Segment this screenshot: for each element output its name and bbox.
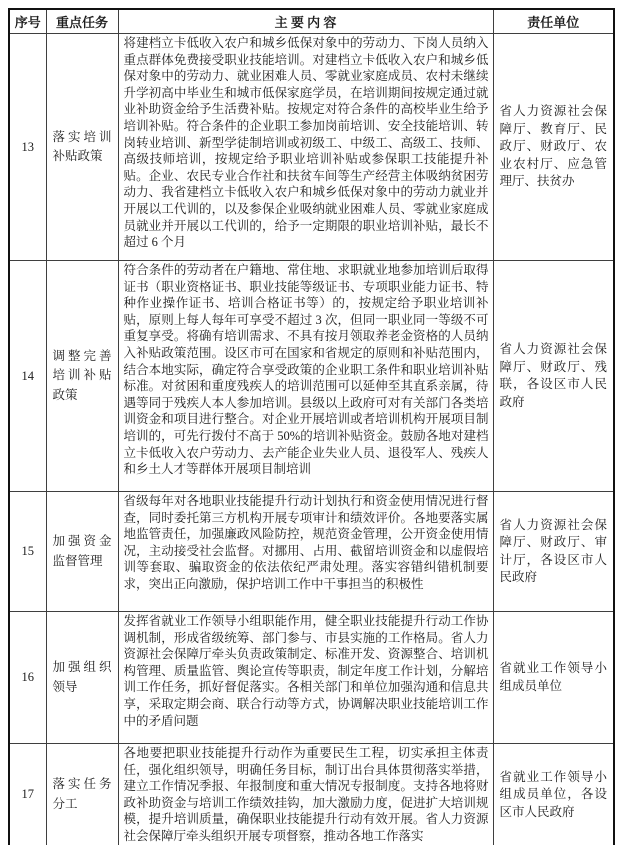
content-cell: 符合条件的劳动者在户籍地、常住地、求职就业地参加培训后取得证书（职业资格证书、职业技能等级证书、专项职业能力证书、特种作业操作证书、培训合格证书等）的，按规定给予职业培训补贴，原则上每人每年可享受不超过 3 次，但同一职业同一等级不可重复享受。将确有培训需求、不具有按月领取养老金资格的人员纳入补贴政策范围。设区市可在国家和省规定的原则和补贴范围内，结合本地实际，确定符合享受政策的企业职工条件和职业培训补贴标准。对贫困和重度残疾人的培训范围可以延伸至其直系亲属，待遇等同于残疾人本人参加培训。县级以上政府可对有关部门各类培训资金和项目进行整合。对企业开展培训或者培训机构开展项目制培训的，可先行拨付不高于 50%的培训补贴资金。鼓励各地对建档立卡低收入农户劳动力、去产能企业失业人员、退役军人、残疾人和乡土人才等群体开展项目制培训 [118,261,493,492]
task-cell: 加强组织领导 [46,612,118,744]
content-cell: 将建档立卡低收入农户和城乡低保对象中的劳动力、下岗人员纳入重点群体免费接受职业技能培训。对建档立卡低收入农户和城乡低保对象中的劳动力、就业困难人员、零就业家庭成员、农村未继续升学初高中毕业生和城市低保家庭学员，在培训期间按规定通过就业补助资金给予生活费补贴。按规定对符合条件的高校毕业生给予培训补贴。符合条件的企业职工参加岗前培训、安全技能培训、转岗转业培训、新型学徒制培训或初级工、中级工、高级工、技师、高级技师培训，按规定给予职业培训补贴或参保职工技能提升补贴。企业、农民专业合作社和扶贫车间等生产经营主体吸纳贫困劳动力、我省建档立卡低收入农户和城乡低保对象中的劳动力就业并开展以工代训的，以及参保企业吸纳就业困难人员、零就业家庭成员就业并开展以工代训的，给予一定期限的职业培训补贴，最长不超过 6 个月 [118,34,493,261]
header-responsible-unit: 责任单位 [493,9,614,34]
table-row [9,744,614,845]
unit-cell: 省人力资源社会保障厅、财政厅、残联，各设区市人民政府 [493,261,614,492]
unit-cell: 省就业工作领导小组成员单位 [493,612,614,744]
task-cell: 落实培训补贴政策 [46,34,118,261]
task-cell: 加强资金监督管理 [46,492,118,612]
row-number-cell: 17 [9,744,46,845]
table-row [9,612,614,744]
unit-cell: 省人力资源社会保障厅、财政厅、审计厅，各设区市人民政府 [493,492,614,612]
row-number-cell: 13 [9,34,46,261]
table-row [9,34,614,261]
table-header-row [9,9,614,34]
task-cell: 落实任务分工 [46,744,118,845]
unit-cell: 省人力资源社会保障厅、教育厅、民政厅、财政厅、农业农村厅、应急管理厅、扶贫办 [493,34,614,261]
task-cell: 调整完善培训补贴政策 [46,261,118,492]
header-key-task: 重点任务 [46,9,118,34]
row-number-cell: 16 [9,612,46,744]
content-cell: 各地要把职业技能提升行动作为重要民生工程，切实承担主体责任，强化组织领导，明确任务目标，制订出台具体贯彻落实举措，建立工作情况季报、年报制度和重大情况专报制度。支持各地将财政补助资金与培训工作绩效挂钩，加大激励力度，促进扩大培训规模，提升培训质量，确保职业技能提升行动有效开展。省人力资源社会保障厅牵头组织开展专项督察，推动各地工作落实 [118,744,493,845]
task-table [8,8,615,845]
row-number-cell: 15 [9,492,46,612]
table-row [9,492,614,612]
header-seq-number: 序号 [9,9,46,34]
content-cell: 发挥省就业工作领导小组职能作用，健全职业技能提升行动工作协调机制，形成省级统筹、部门参与、市县实施的工作格局。省人力资源社会保障厅牵头负责政策制定、标准开发、资源整合、培训机构管理、质量监管、舆论宣传等职责，制定年度工作计划，分解培训工作任务，抓好督促落实。各相关部门和单位加强沟通和信息共享，采取定期会商、联合行动等方式，协调解决职业技能培训工作中的矛盾问题 [118,612,493,744]
content-cell: 省级每年对各地职业技能提升行动计划执行和资金使用情况进行督查，同时委托第三方机构开展专项审计和绩效评价。各地要落实属地监管责任，加强廉政风险防控，规范资金管理，公开资金使用情况，主动接受社会监督。对挪用、占用、截留培训资金和以虚假培训等套取、骗取资金的依法依纪严肃处理。落实容错纠错机制要求，突出正向激励，保护培训工作中干事担当的积极性 [118,492,493,612]
row-number-cell: 14 [9,261,46,492]
header-main-content: 主 要 内 容 [118,9,493,34]
table-row [9,261,614,492]
unit-cell: 省就业工作领导小组成员单位，各设区市人民政府 [493,744,614,845]
